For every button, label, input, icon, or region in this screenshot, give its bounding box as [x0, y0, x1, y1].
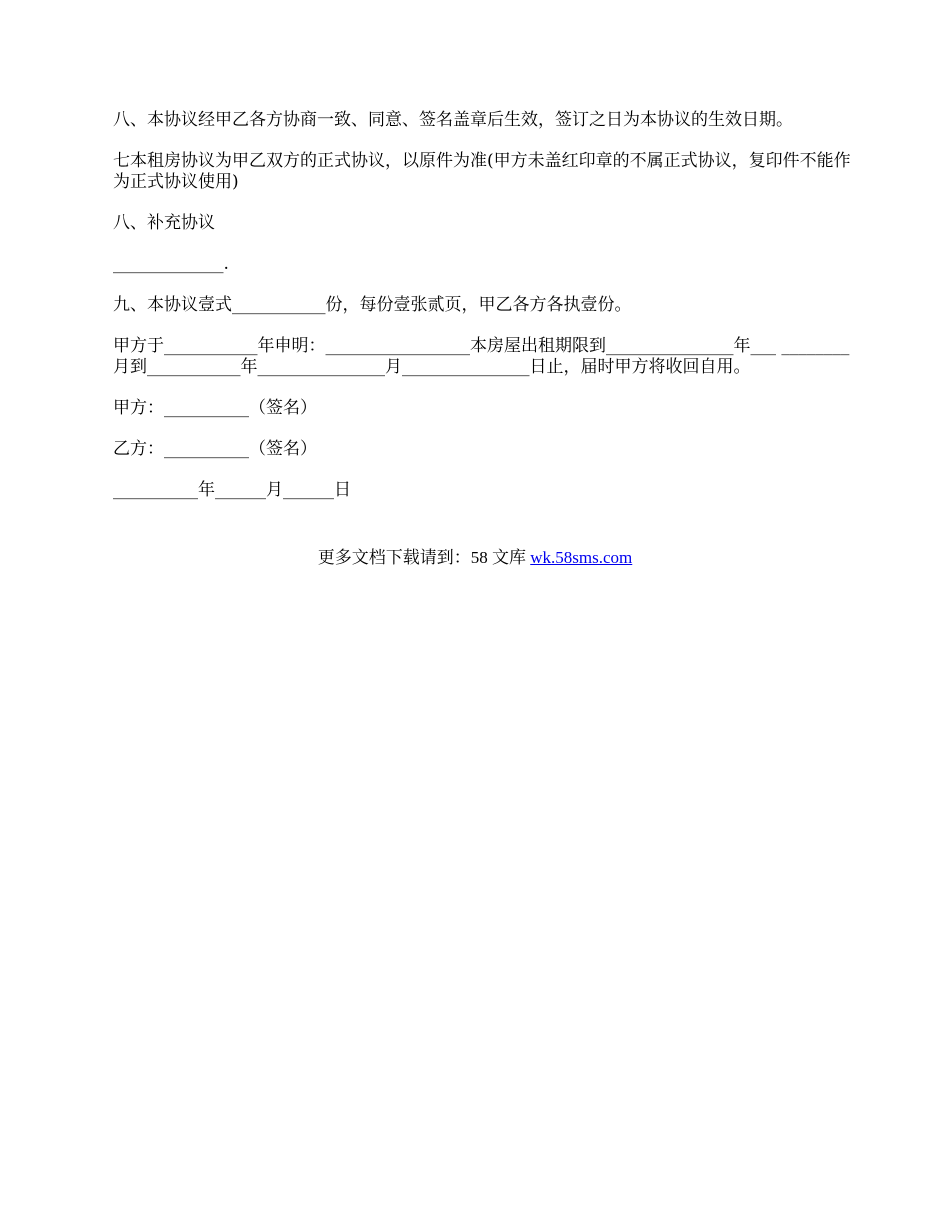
footer: [0, 547, 950, 568]
footer-text: 更多文档下载请到：58 文库: [317, 548, 531, 567]
clause-supplementary-heading: 八、补充协议: [113, 213, 215, 233]
supplementary-blank-line: _____________.: [113, 254, 229, 274]
clause-official-agreement: 七本租房协议为甲乙双方的正式协议，以原件为准(甲方未盖红印章的不属正式协议，复印件不能作为正式协议使用): [113, 151, 851, 192]
party-a-signature-line: 甲方：__________（签名）: [113, 398, 317, 418]
party-b-signature-line: 乙方：__________（签名）: [113, 439, 317, 459]
date-line: __________年______月______日: [113, 480, 351, 500]
footer-link[interactable]: wk.58sms.com: [530, 548, 633, 567]
clause-copies: 九、本协议壹式___________份，每份壹张贰页，甲乙各方各执壹份。: [113, 295, 632, 315]
document-body: [113, 110, 853, 521]
clause-lease-term: 甲方于___________年申明：_________________本房屋出租期限到_______________年___ ________月到___________年_______________月_______________日止，届时甲方将收回自用。: [113, 336, 850, 377]
clause-effective-date: 八、本协议经甲乙各方协商一致、同意、签名盖章后生效，签订之日为本协议的生效日期。: [113, 110, 793, 130]
